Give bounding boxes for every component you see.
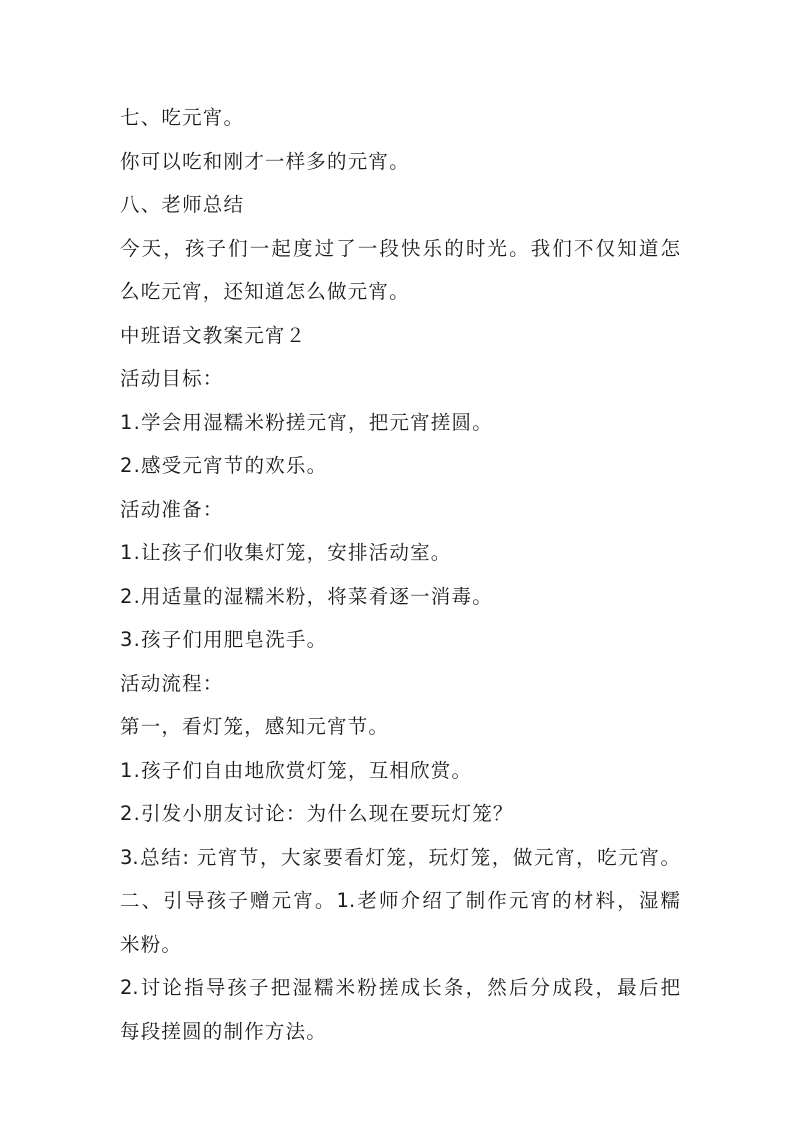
step-heading: 二、引导孩子赠元宵。1.老师介绍了制作元宵的材料，湿糯 <box>120 889 680 912</box>
paragraph-line: 每段搓圆的制作方法。 <box>120 1019 328 1043</box>
list-item: 2.引发小朋友讨论：为什么现在要玩灯笼？ <box>120 802 514 825</box>
list-item: 2.讨论指导孩子把湿糯米粉搓成长条，然后分成段，最后把 <box>120 976 680 999</box>
paragraph-line: 今天，孩子们一起度过了一段快乐的时光。我们不仅知道怎 <box>120 236 680 260</box>
list-item: 3.孩子们用肥皂洗手。 <box>120 628 328 651</box>
list-item: 1.让孩子们收集灯笼，安排活动室。 <box>120 541 452 564</box>
paragraph-line: 么吃元宵，还知道怎么做元宵。 <box>120 280 410 303</box>
paragraph-line: 米粉。 <box>120 932 183 956</box>
section-heading-teacher-summary: 八、老师总结 <box>120 193 245 216</box>
activity-process-heading: 活动流程： <box>120 671 224 695</box>
list-item: 1.学会用湿糯米粉搓元宵，把元宵搓圆。 <box>120 410 493 434</box>
section-heading-eat-yuanxiao: 七、吃元宵。 <box>120 106 245 129</box>
step-heading: 第一，看灯笼，感知元宵节。 <box>120 715 390 738</box>
activity-preparation-heading: 活动准备： <box>120 497 224 521</box>
lesson-plan-title: 中班语文教案元宵２ <box>120 323 307 347</box>
list-item: 2.用适量的湿糯米粉，将菜肴逐一消毒。 <box>120 584 493 608</box>
list-item: 2.感受元宵节的欢乐。 <box>120 454 328 477</box>
list-item: 3.总结: 元宵节，大家要看灯笼，玩灯笼，做元宵，吃元宵。 <box>120 845 680 869</box>
list-item: 1.孩子们自由地欣赏灯笼，互相欣赏。 <box>120 758 473 782</box>
paragraph-line: 你可以吃和刚才一样多的元宵。 <box>120 149 410 173</box>
activity-goals-heading: 活动目标： <box>120 367 224 390</box>
document-body <box>120 96 680 1053</box>
